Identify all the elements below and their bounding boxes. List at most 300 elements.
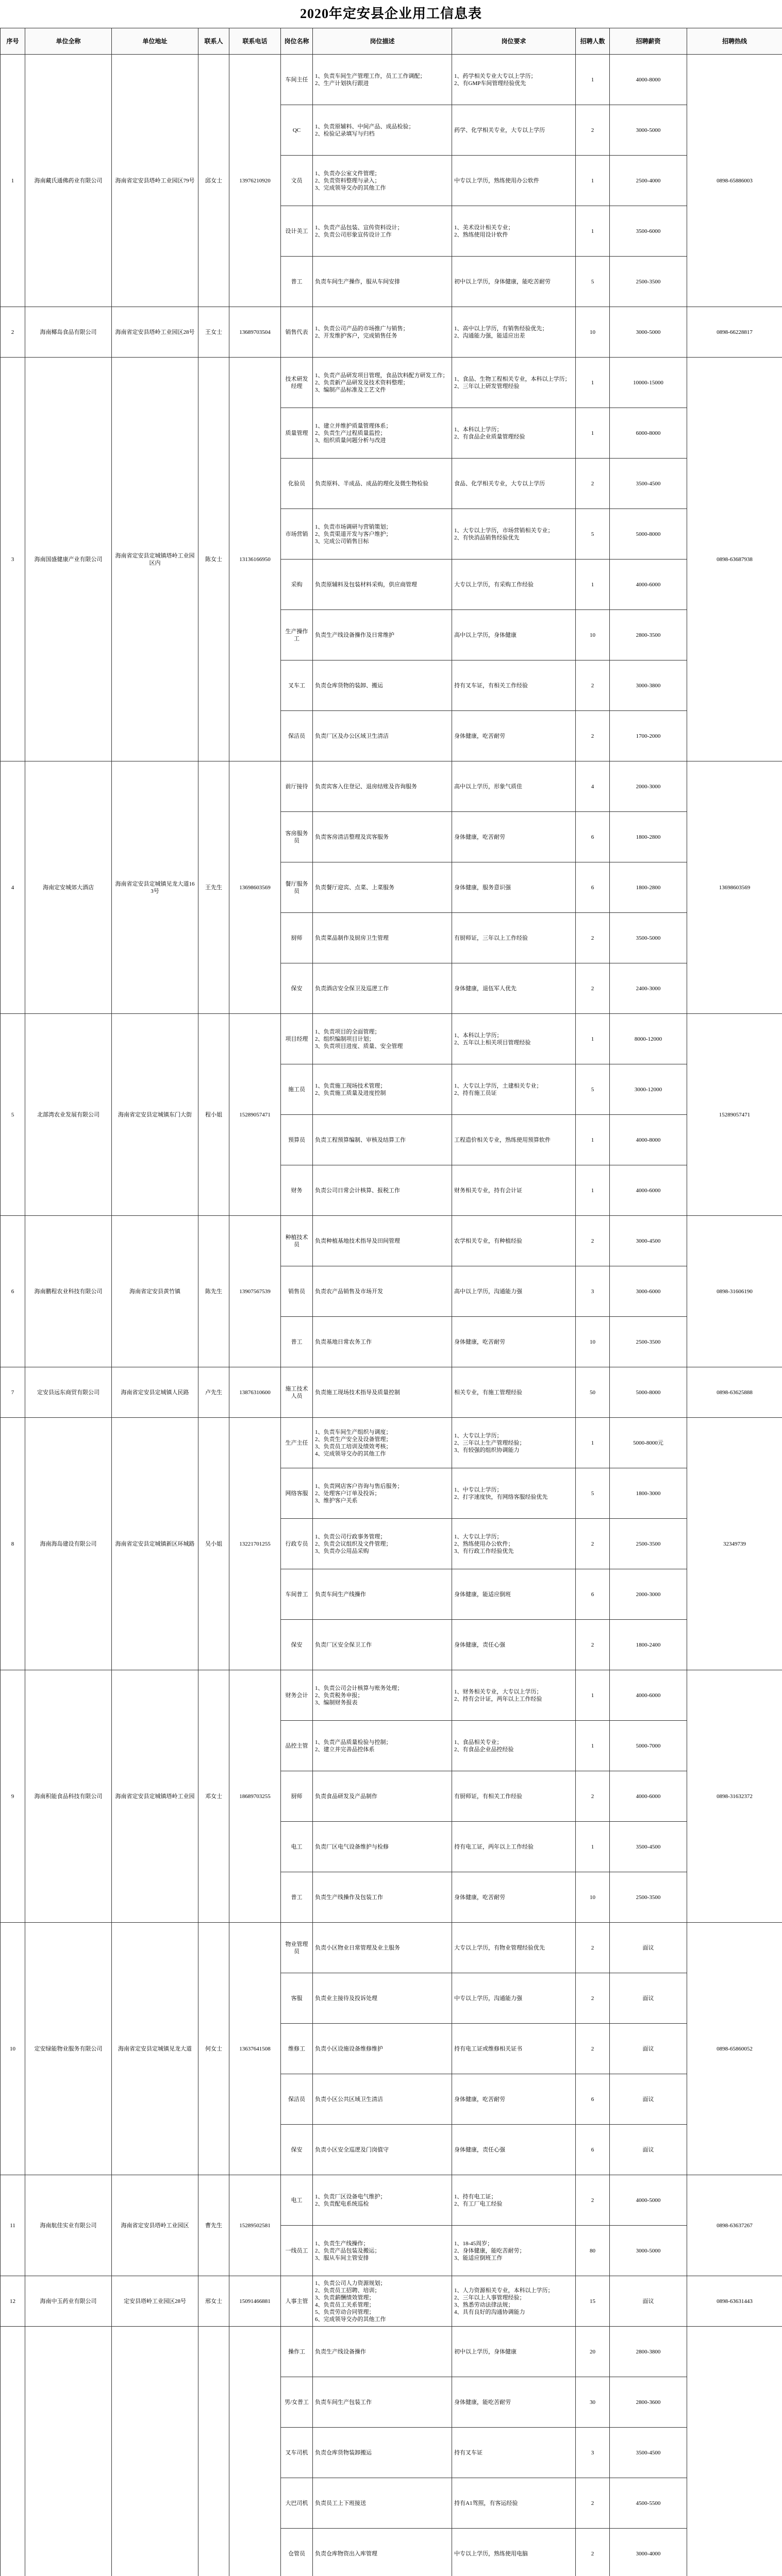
position-title: 车间普工 <box>281 1569 313 1620</box>
company-number: 6 <box>1 1216 25 1367</box>
contact-person: 卢先生 <box>198 1367 229 1418</box>
position-requirement: 1、中专以上学历； 2、打字速度快，有网络客服经验优先 <box>452 1468 576 1519</box>
company-address: 海南省定安县黄竹镇 <box>112 1216 198 1367</box>
company-number: 3 <box>1 358 25 761</box>
company-number: 9 <box>1 1670 25 1923</box>
contact-phone: 15091466881 <box>229 2276 281 2327</box>
position-salary: 2800-3500 <box>610 610 687 660</box>
position-requirement: 1、本科以上学历； 2、五年以上相关项目管理经验 <box>452 1014 576 1064</box>
position-title: 叉车工 <box>281 660 313 711</box>
table-row <box>1 761 782 812</box>
position-count: 2 <box>576 2478 610 2529</box>
position-count: 30 <box>576 2377 610 2428</box>
position-salary: 3000-5000 <box>610 2226 687 2276</box>
position-description: 负责小区公共区域卫生清洁 <box>313 2074 452 2125</box>
contact-person: 程小姐 <box>198 1014 229 1216</box>
position-description: 1、负责网店客户咨询与售后服务； 2、处理客户订单及投诉； 3、维护客户关系 <box>313 1468 452 1519</box>
position-title: 设计美工 <box>281 206 313 257</box>
table-row <box>1 1014 782 1064</box>
position-requirement: 初中以上学历，身体健康 <box>452 2327 576 2377</box>
position-requirement: 1、食品相关专业； 2、有食品企业品控经验 <box>452 1721 576 1771</box>
position-description: 负责厂区安全保卫工作 <box>313 1620 452 1670</box>
position-salary: 10000-15000 <box>610 358 687 408</box>
position-salary: 3500-6000 <box>610 206 687 257</box>
position-requirement: 身体健康，服务意识强 <box>452 862 576 913</box>
position-salary: 1800-2800 <box>610 812 687 862</box>
position-title: 普工 <box>281 1317 313 1367</box>
position-description: 负责厂区及办公区域卫生清洁 <box>313 711 452 761</box>
position-description: 1、负责施工现场技术管理； 2、负责施工质量及进度控制 <box>313 1064 452 1115</box>
position-description: 负责客房清洁整理及宾客服务 <box>313 812 452 862</box>
company-number: 12 <box>1 2276 25 2327</box>
position-title: 厨师 <box>281 1771 313 1822</box>
company-name: 海南定安城郊大酒店 <box>25 761 112 1014</box>
table-body <box>1 55 782 2576</box>
position-description: 负责菜品制作及厨房卫生管理 <box>313 913 452 963</box>
position-count: 2 <box>576 459 610 509</box>
position-description: 1、负责办公室文件管理； 2、负责资料整理与录入； 3、完成领导交办的其他工作 <box>313 156 452 206</box>
position-count: 5 <box>576 509 610 560</box>
position-count: 10 <box>576 1872 610 1923</box>
position-salary: 1700-2000 <box>610 711 687 761</box>
position-salary: 面议 <box>610 2074 687 2125</box>
position-title: 电工 <box>281 2175 313 2226</box>
position-count: 10 <box>576 1317 610 1367</box>
company-name: 北部湾农业发展有限公司 <box>25 1014 112 1216</box>
position-count: 1 <box>576 1721 610 1771</box>
position-description: 1、负责市场调研与营销策划； 2、负责渠道开发与客户维护； 3、完成公司销售目标 <box>313 509 452 560</box>
position-title: QC <box>281 105 313 156</box>
position-count: 5 <box>576 257 610 307</box>
position-salary: 3000-4000 <box>610 2529 687 2576</box>
table-row <box>1 358 782 408</box>
company-name: 海南积能食品科技有限公司 <box>25 1670 112 1923</box>
position-title: 男/女普工 <box>281 2377 313 2428</box>
company-address: 海南省定安县塔岭工业园区28号 <box>112 307 198 358</box>
position-salary: 2500-3500 <box>610 1317 687 1367</box>
recruit-hotline: 0898-63631443 <box>687 2276 782 2327</box>
position-requirement: 持有电工证或维修相关证书 <box>452 2024 576 2074</box>
position-salary: 4000-8000 <box>610 1115 687 1165</box>
position-description: 负责食品研发及产品制作 <box>313 1771 452 1822</box>
position-salary: 5000-8000元 <box>610 1418 687 1468</box>
position-count: 1 <box>576 1418 610 1468</box>
position-requirement: 1、食品、生物工程相关专业，本科以上学历； 2、三年以上研发管理经验 <box>452 358 576 408</box>
table-row <box>1 2276 782 2327</box>
position-description: 1、负责产品包装、宣传资料设计； 2、负责公司形象宣传设计工作 <box>313 206 452 257</box>
position-title: 普工 <box>281 257 313 307</box>
position-count: 3 <box>576 1266 610 1317</box>
position-title: 餐厅服务员 <box>281 862 313 913</box>
position-count: 1 <box>576 358 610 408</box>
position-salary: 2500-4000 <box>610 156 687 206</box>
position-salary: 6000-8000 <box>610 408 687 459</box>
company-name: 海南鹏程农业科技有限公司 <box>25 1216 112 1367</box>
position-salary: 5000-7000 <box>610 1721 687 1771</box>
position-salary: 1800-2400 <box>610 1620 687 1670</box>
contact-phone: 13976210920 <box>229 55 281 307</box>
position-salary: 5000-8000 <box>610 1367 687 1418</box>
position-title: 保洁员 <box>281 711 313 761</box>
position-salary: 2000-3000 <box>610 1569 687 1620</box>
position-title: 物业管理员 <box>281 1923 313 1973</box>
position-count: 1 <box>576 55 610 105</box>
company-number: 11 <box>1 2175 25 2276</box>
position-salary: 3500-4500 <box>610 2428 687 2478</box>
header-count: 招聘人数 <box>576 28 610 55</box>
company-address: 海南省定安县定城镇人民路 <box>112 1367 198 1418</box>
position-salary: 面议 <box>610 2125 687 2175</box>
company-number: 2 <box>1 307 25 358</box>
position-description: 负责酒店安全保卫及巡逻工作 <box>313 963 452 1014</box>
position-requirement: 农学相关专业，有种植经验 <box>452 1216 576 1266</box>
position-description: 负责小区设施设备维修维护 <box>313 2024 452 2074</box>
position-salary: 1800-2800 <box>610 862 687 913</box>
recruit-hotline: 0898-66228817 <box>687 307 782 358</box>
company-number: 7 <box>1 1367 25 1418</box>
position-title: 客服 <box>281 1973 313 2024</box>
position-requirement: 中专以上学历，沟通能力强 <box>452 1973 576 2024</box>
table-row <box>1 2175 782 2226</box>
company-number: 8 <box>1 1418 25 1670</box>
position-title: 保洁员 <box>281 2074 313 2125</box>
position-description: 1、负责产品质量检验与控制； 2、建立并完善品控体系 <box>313 1721 452 1771</box>
position-requirement: 持有A1驾照，有客运经验 <box>452 2478 576 2529</box>
position-count: 2 <box>576 1771 610 1822</box>
position-requirement: 药学、化学相关专业，大专以上学历 <box>452 105 576 156</box>
recruit-hotline <box>687 2327 782 2576</box>
position-description: 负责原辅料及包装材料采购，供应商管理 <box>313 560 452 610</box>
header-hotline: 招聘热线 <box>687 28 782 55</box>
contact-person: 陈女士 <box>198 358 229 761</box>
company-address: 海南省定安县塔岭工业园区 <box>112 2175 198 2276</box>
recruit-hotline: 0898-65860052 <box>687 1923 782 2175</box>
table-row <box>1 55 782 105</box>
position-title: 人事主管 <box>281 2276 313 2327</box>
contact-phone: 13136166950 <box>229 358 281 761</box>
company-name <box>25 2327 112 2576</box>
position-requirement: 1、本科以上学历； 2、有食品企业质量管理经验 <box>452 408 576 459</box>
position-description: 负责小区物业日常管理及业主服务 <box>313 1923 452 1973</box>
header-contact: 联系人 <box>198 28 229 55</box>
position-title: 施工技术人员 <box>281 1367 313 1418</box>
page-title: 2020年定安县企业用工信息表 <box>300 6 482 21</box>
position-description: 1、负责项目的全面管理； 2、组织编制项目计划； 3、负责项目进度、质量、安全管理 <box>313 1014 452 1064</box>
position-requirement: 高中以上学历，身体健康 <box>452 610 576 660</box>
position-title: 品控主管 <box>281 1721 313 1771</box>
position-requirement: 工程造价相关专业，熟练使用预算软件 <box>452 1115 576 1165</box>
position-description: 1、负责车间生产管理工作，员工工作调配； 2、生产计划执行跟进 <box>313 55 452 105</box>
recruit-hotline: 0898-63625888 <box>687 1367 782 1418</box>
position-title: 厨师 <box>281 913 313 963</box>
position-title: 文员 <box>281 156 313 206</box>
position-description: 负责餐厅迎宾、点菜、上菜服务 <box>313 862 452 913</box>
position-requirement: 有厨师证，有相关工作经验 <box>452 1771 576 1822</box>
position-description: 1、负责公司人力资源规划； 2、负责员工招聘、培训； 3、负责薪酬绩效管理； 4、负责员工关系管理； 5、负责劳动合同管理； 6、完成领导交办的其他工作 <box>313 2276 452 2327</box>
recruit-hotline: 0898-65886003 <box>687 55 782 307</box>
position-description: 负责厂区电气设备维护与检修 <box>313 1822 452 1872</box>
position-description: 1、负责产品研发项目管理，食品饮料配方研发工作； 2、负责新产品研发及技术资料整理； 3、编制产品标准及工艺文件 <box>313 358 452 408</box>
position-count: 6 <box>576 862 610 913</box>
position-requirement: 身体健康，吃苦耐劳 <box>452 812 576 862</box>
position-count: 5 <box>576 1064 610 1115</box>
contact-person: 曹先生 <box>198 2175 229 2276</box>
position-requirement: 身体健康，退伍军人优先 <box>452 963 576 1014</box>
position-count: 50 <box>576 1367 610 1418</box>
contact-person: 何女士 <box>198 1923 229 2175</box>
position-requirement: 1、人力资源相关专业，本科以上学历； 2、三年以上人事管理经验； 3、熟悉劳动法律法规； 4、具有良好的沟通协调能力 <box>452 2276 576 2327</box>
position-salary: 4000-6000 <box>610 1670 687 1721</box>
position-count: 10 <box>576 610 610 660</box>
contact-person: 邓女士 <box>198 1670 229 1923</box>
position-count: 1 <box>576 1014 610 1064</box>
position-description: 负责小区安全巡逻及门岗值守 <box>313 2125 452 2175</box>
company-address: 海南省定安县定城镇东门大街 <box>112 1014 198 1216</box>
position-title: 种植技术员 <box>281 1216 313 1266</box>
position-requirement: 持有叉车证，有相关工作经验 <box>452 660 576 711</box>
company-number: 1 <box>1 55 25 307</box>
contact-person: 王女士 <box>198 307 229 358</box>
position-count: 2 <box>576 963 610 1014</box>
position-requirement: 1、高中以上学历，有销售经验优先； 2、沟通能力强，能适应出差 <box>452 307 576 358</box>
position-count: 6 <box>576 1569 610 1620</box>
position-description: 1、负责车间生产组织与调度； 2、负责生产安全及设备管理； 3、负责员工培训及绩效考核； 4、完成领导交办的其他工作 <box>313 1418 452 1468</box>
position-salary: 4000-8000 <box>610 55 687 105</box>
position-count: 1 <box>576 156 610 206</box>
position-requirement: 大专以上学历，有物业管理经验优先 <box>452 1923 576 1973</box>
company-address: 海南省定安县定城镇新区环城路 <box>112 1418 198 1670</box>
position-requirement: 身体健康，能吃苦耐劳 <box>452 2377 576 2428</box>
position-count: 1 <box>576 1670 610 1721</box>
position-salary: 3000-4500 <box>610 1216 687 1266</box>
position-requirement: 持有叉车证 <box>452 2428 576 2478</box>
position-count: 2 <box>576 2175 610 2226</box>
position-requirement: 持有电工证，两年以上工作经验 <box>452 1822 576 1872</box>
contact-person: 邱女士 <box>198 55 229 307</box>
header-address: 单位地址 <box>112 28 198 55</box>
company-number <box>1 2327 25 2576</box>
position-requirement: 中专以上学历，熟练使用电脑 <box>452 2529 576 2576</box>
company-name: 定安县远东商贸有限公司 <box>25 1367 112 1418</box>
contact-phone: 13876310600 <box>229 1367 281 1418</box>
position-description: 负责公司日常会计核算、报税工作 <box>313 1165 452 1216</box>
position-title: 维修工 <box>281 2024 313 2074</box>
position-requirement: 1、药学相关专业大专以上学历； 2、有GMP车间管理经验优先 <box>452 55 576 105</box>
position-title: 保安 <box>281 2125 313 2175</box>
position-description: 1、负责厂区设备电气维护； 2、负责配电系统巡检 <box>313 2175 452 2226</box>
position-description: 负责农产品销售及市场开发 <box>313 1266 452 1317</box>
company-name: 海南藏氏通佛药业有限公司 <box>25 55 112 307</box>
company-address: 海南省定安县定城镇见龙大道163号 <box>112 761 198 1014</box>
position-requirement: 身体健康，能适应倒班 <box>452 1569 576 1620</box>
position-title: 仓管员 <box>281 2529 313 2576</box>
contact-phone: 13698603569 <box>229 761 281 1014</box>
company-number: 5 <box>1 1014 25 1216</box>
position-requirement: 财务相关专业，持有会计证 <box>452 1165 576 1216</box>
position-salary: 3000-5000 <box>610 307 687 358</box>
position-title: 行政专员 <box>281 1519 313 1569</box>
position-salary: 8000-12000 <box>610 1014 687 1064</box>
position-salary: 5000-8000 <box>610 509 687 560</box>
position-count: 2 <box>576 2024 610 2074</box>
header-requirement: 岗位要求 <box>452 28 576 55</box>
position-description: 负责车间生产线操作 <box>313 1569 452 1620</box>
recruit-hotline: 13698603569 <box>687 761 782 1014</box>
position-title: 财务会计 <box>281 1670 313 1721</box>
position-requirement: 身体健康，吃苦耐劳 <box>452 711 576 761</box>
company-address: 定安县塔岭工业园区28号 <box>112 2276 198 2327</box>
contact-phone: 18689703255 <box>229 1670 281 1923</box>
contact-phone: 15289057471 <box>229 1014 281 1216</box>
position-description: 负责业主接待及投诉处理 <box>313 1973 452 2024</box>
position-requirement: 身体健康，责任心强 <box>452 2125 576 2175</box>
header-row <box>1 28 782 55</box>
position-title: 保安 <box>281 963 313 1014</box>
position-description: 1、负责原辅料、中间产品、成品检验； 2、检验记录填写与归档 <box>313 105 452 156</box>
position-requirement: 身体健康，吃苦耐劳 <box>452 1317 576 1367</box>
contact-phone: 13907567539 <box>229 1216 281 1367</box>
position-count: 1 <box>576 206 610 257</box>
position-title: 生产操作工 <box>281 610 313 660</box>
position-count: 1 <box>576 1165 610 1216</box>
contact-person <box>198 2327 229 2576</box>
position-salary: 2000-3000 <box>610 761 687 812</box>
position-requirement: 初中以上学历，身体健康，能吃苦耐劳 <box>452 257 576 307</box>
table-row <box>1 2327 782 2377</box>
contact-person: 王先生 <box>198 761 229 1014</box>
position-requirement: 1、18-45周岁； 2、身体健康，能吃苦耐劳； 3、能适应倒班工作 <box>452 2226 576 2276</box>
position-count: 2 <box>576 1620 610 1670</box>
position-count: 1 <box>576 408 610 459</box>
recruit-hotline: 0898-31606190 <box>687 1216 782 1367</box>
position-title: 采购 <box>281 560 313 610</box>
position-salary: 1800-3000 <box>610 1468 687 1519</box>
table-row <box>1 1367 782 1418</box>
position-requirement: 1、大专以上学历； 2、三年以上生产管理经验； 3、有较强的组织协调能力 <box>452 1418 576 1468</box>
position-salary: 4000-6000 <box>610 1165 687 1216</box>
position-description: 负责车间生产包装工作 <box>313 2377 452 2428</box>
position-title: 大巴司机 <box>281 2478 313 2529</box>
contact-phone: 13689703504 <box>229 307 281 358</box>
table-row <box>1 1923 782 1973</box>
position-salary: 2400-3000 <box>610 963 687 1014</box>
position-title: 前厅接待 <box>281 761 313 812</box>
position-requirement: 1、美术设计相关专业； 2、熟练使用设计软件 <box>452 206 576 257</box>
position-count: 20 <box>576 2327 610 2377</box>
table-row <box>1 1216 782 1266</box>
position-salary: 2800-3800 <box>610 2327 687 2377</box>
position-count: 1 <box>576 560 610 610</box>
position-salary: 面议 <box>610 1923 687 1973</box>
position-count: 2 <box>576 1216 610 1266</box>
position-count: 2 <box>576 913 610 963</box>
company-name: 海南海岛建设有限公司 <box>25 1418 112 1670</box>
position-description: 负责基地日常农务工作 <box>313 1317 452 1367</box>
position-title: 项目经理 <box>281 1014 313 1064</box>
position-description: 1、负责公司行政事务管理； 2、负责会议组织及文件管理； 3、负责办公用品采购 <box>313 1519 452 1569</box>
header-company: 单位全称 <box>25 28 112 55</box>
contact-person: 陈先生 <box>198 1216 229 1367</box>
position-salary: 面议 <box>610 2024 687 2074</box>
table-row <box>1 1670 782 1721</box>
job-table <box>0 28 782 2576</box>
position-description: 负责生产线设备操作 <box>313 2327 452 2377</box>
position-title: 网络客服 <box>281 1468 313 1519</box>
position-title: 销售员 <box>281 1266 313 1317</box>
position-count: 1 <box>576 1822 610 1872</box>
position-count: 2 <box>576 1923 610 1973</box>
position-requirement: 有厨师证，三年以上工作经验 <box>452 913 576 963</box>
position-salary: 2500-3500 <box>610 1519 687 1569</box>
company-number: 10 <box>1 1923 25 2175</box>
position-description: 负责施工现场技术指导及质量控制 <box>313 1367 452 1418</box>
position-description: 负责种植基地技术指导及田间管理 <box>313 1216 452 1266</box>
position-description: 1、建立并维护质量管理体系； 2、负责生产过程质量监控； 3、组织质量问题分析与改进 <box>313 408 452 459</box>
position-title: 叉车司机 <box>281 2428 313 2478</box>
position-title: 财务 <box>281 1165 313 1216</box>
position-salary: 4000-6000 <box>610 1771 687 1822</box>
position-count: 5 <box>576 1468 610 1519</box>
position-title: 普工 <box>281 1872 313 1923</box>
position-count: 1 <box>576 1115 610 1165</box>
position-count: 2 <box>576 660 610 711</box>
company-name: 海南国盛健康产业有限公司 <box>25 358 112 761</box>
position-salary: 3000-12000 <box>610 1064 687 1115</box>
position-requirement: 身体健康，责任心强 <box>452 1620 576 1670</box>
position-count: 6 <box>576 2125 610 2175</box>
header-position: 岗位名称 <box>281 28 313 55</box>
position-title: 市场营销 <box>281 509 313 560</box>
position-title: 技术研发经理 <box>281 358 313 408</box>
position-requirement: 大专以上学历，有采购工作经验 <box>452 560 576 610</box>
company-name: 海南中玉药业有限公司 <box>25 2276 112 2327</box>
position-description: 1、负责公司会计核算与账务处理； 2、负责税务申报； 3、编制财务报表 <box>313 1670 452 1721</box>
position-requirement: 1、大专以上学历，市场营销相关专业； 2、有快消品销售经验优先 <box>452 509 576 560</box>
header-description: 岗位描述 <box>313 28 452 55</box>
position-requirement: 高中以上学历，沟通能力强 <box>452 1266 576 1317</box>
position-title: 质量管理 <box>281 408 313 459</box>
position-salary: 2500-3500 <box>610 257 687 307</box>
contact-phone: 13221701255 <box>229 1418 281 1670</box>
position-salary: 2500-3500 <box>610 1872 687 1923</box>
position-count: 2 <box>576 1973 610 2024</box>
position-salary: 4000-6000 <box>610 560 687 610</box>
position-title: 预算员 <box>281 1115 313 1165</box>
position-count: 15 <box>576 2276 610 2327</box>
position-description: 负责原料、半成品、成品的理化及微生物检验 <box>313 459 452 509</box>
contact-person: 邢女士 <box>198 2276 229 2327</box>
position-salary: 3500-5000 <box>610 913 687 963</box>
position-requirement: 身体健康，吃苦耐劳 <box>452 1872 576 1923</box>
position-count: 2 <box>576 2529 610 2576</box>
company-address: 海南省定安县塔岭工业园区79号 <box>112 55 198 307</box>
position-title: 一线员工 <box>281 2226 313 2276</box>
company-address: 海南省定安县定城镇塔岭工业园区内 <box>112 358 198 761</box>
company-address: 海南省定安县定城镇塔岭工业园 <box>112 1670 198 1923</box>
position-requirement: 身体健康，吃苦耐劳 <box>452 2074 576 2125</box>
position-count: 2 <box>576 711 610 761</box>
company-name: 海南航佳实业有限公司 <box>25 2175 112 2276</box>
position-requirement: 相关专业，有施工管理经验 <box>452 1367 576 1418</box>
position-requirement: 中专以上学历，熟练使用办公软件 <box>452 156 576 206</box>
position-title: 操作工 <box>281 2327 313 2377</box>
position-description: 负责员工上下班接送 <box>313 2478 452 2529</box>
header-salary: 招聘薪资 <box>610 28 687 55</box>
position-salary: 3500-4500 <box>610 1822 687 1872</box>
position-salary: 4000-5000 <box>610 2175 687 2226</box>
position-salary: 面议 <box>610 1973 687 2024</box>
position-description: 负责生产线设备操作及日常维护 <box>313 610 452 660</box>
